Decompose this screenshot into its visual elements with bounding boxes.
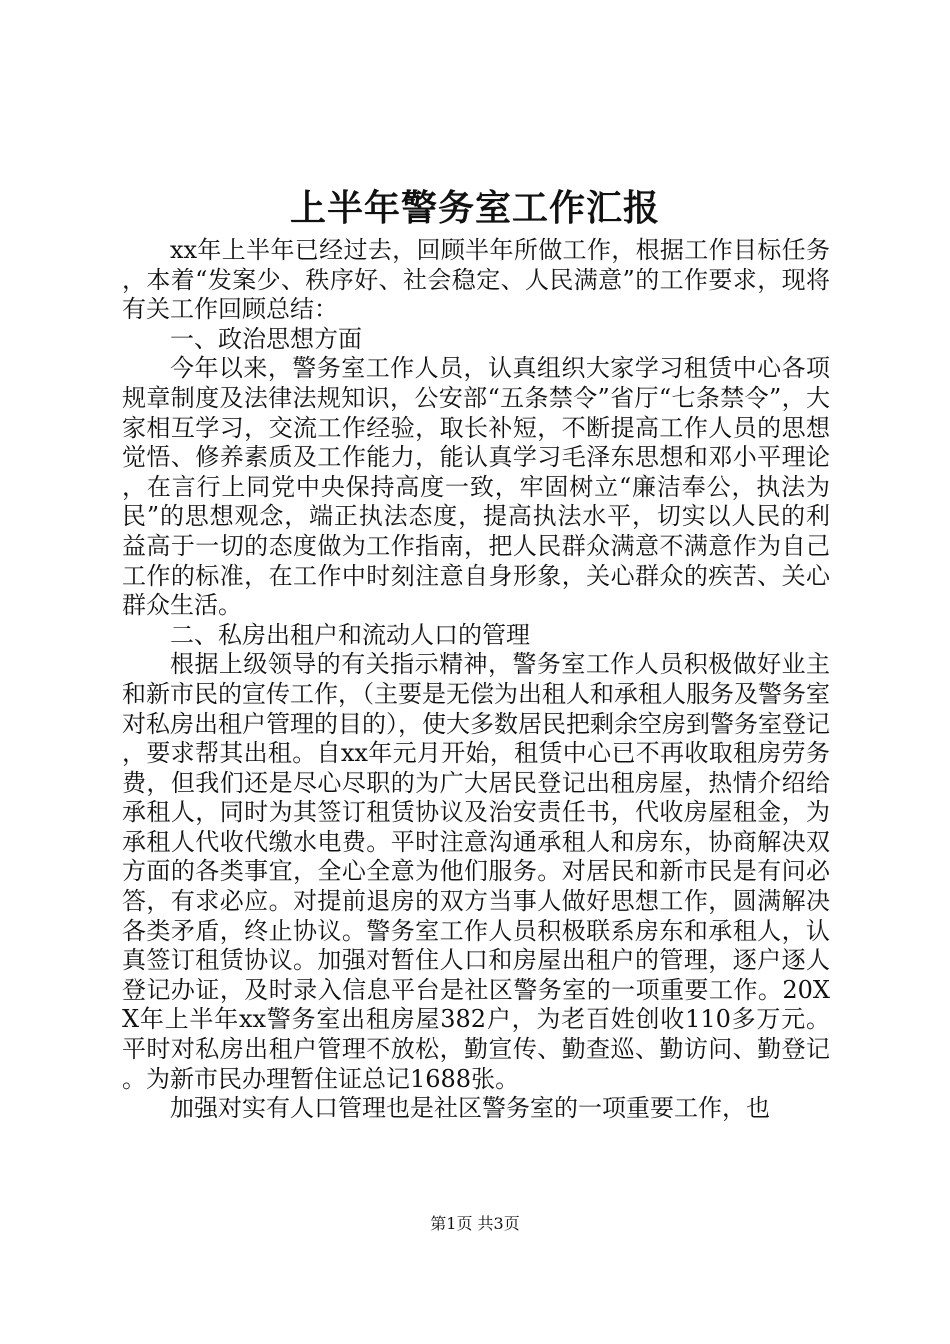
rental-paragraph: 根据上级领导的有关指示精神，警务室工作人员积极做好业主和新市民的宣传工作，（主要是无偿为出租人和承租人服务及警务室对私房出租户管理的目的），使大多数居民把剩余空房到警务室登记，要求帮其出租。自xx年元月开始，租赁中心已不再收取租房劳务费，但我们还是尽心尽职的为广大居民登记出租房屋，热情介绍给承租人，同时为其签订租赁协议及治安责任书，代收房屋租金，为承租人代收代缴水电费。平时注意沟通承租人和房东，协商解决双方面的各类事宜，全心全意为他们服务。对居民和新市民是有问必答，有求必应。对提前退房的双方当事人做好思想工作，圆满解决各类矛盾，终止协议。警务室工作人员积极联系房东和承租人，认真签订租赁协议。加强对暂住人口和房屋出租户的管理，逐户逐人登记办证，及时录入信息平台是社区警务室的一项重要工作。20XX年上半年xx警务室出租房屋382户，为老百姓创收110多万元。平时对私房出租户管理不放松，勤宣传、勤查巡、勤访问、勤登记。为新市民办理暂住证总记1688张。 (122, 650, 830, 1093)
intro-paragraph: xx年上半年已经过去，回顾半年所做工作，根据工作目标任务，本着“发案少、秩序好、社会稳定、人民满意”的工作要求，现将有关工作回顾总结： (122, 236, 830, 324)
page-footer: 第1页 共3页 (430, 1214, 520, 1233)
section-heading-political: 一、政治思想方面 (170, 324, 362, 353)
political-paragraph: 今年以来，警务室工作人员，认真组织大家学习租赁中心各项规章制度及法律法规知识，公安部“五条禁令”省厅“七条禁令”，大家相互学习，交流工作经验，取长补短，不断提高工作人员的思想觉悟、修养素质及工作能力，能认真学习毛泽东思想和邓小平理论，在言行上同党中央保持高度一致，牢固树立“廉洁奉公，执法为民”的思想观念，端正执法态度，提高执法水平，切实以人民的利益高于一切的态度做为工作指南，把人民群众满意不满意作为自己工作的标准，在工作中时刻注意自身形象，关心群众的疾苦、关心群众生活。 (122, 354, 830, 620)
document-body (122, 236, 830, 1124)
population-paragraph: 加强对实有人口管理也是社区警务室的一项重要工作，也 (170, 1094, 770, 1123)
document-title: 上半年警务室工作汇报 (289, 187, 660, 229)
section-heading-rental: 二、私房出租户和流动人口的管理 (170, 620, 530, 649)
